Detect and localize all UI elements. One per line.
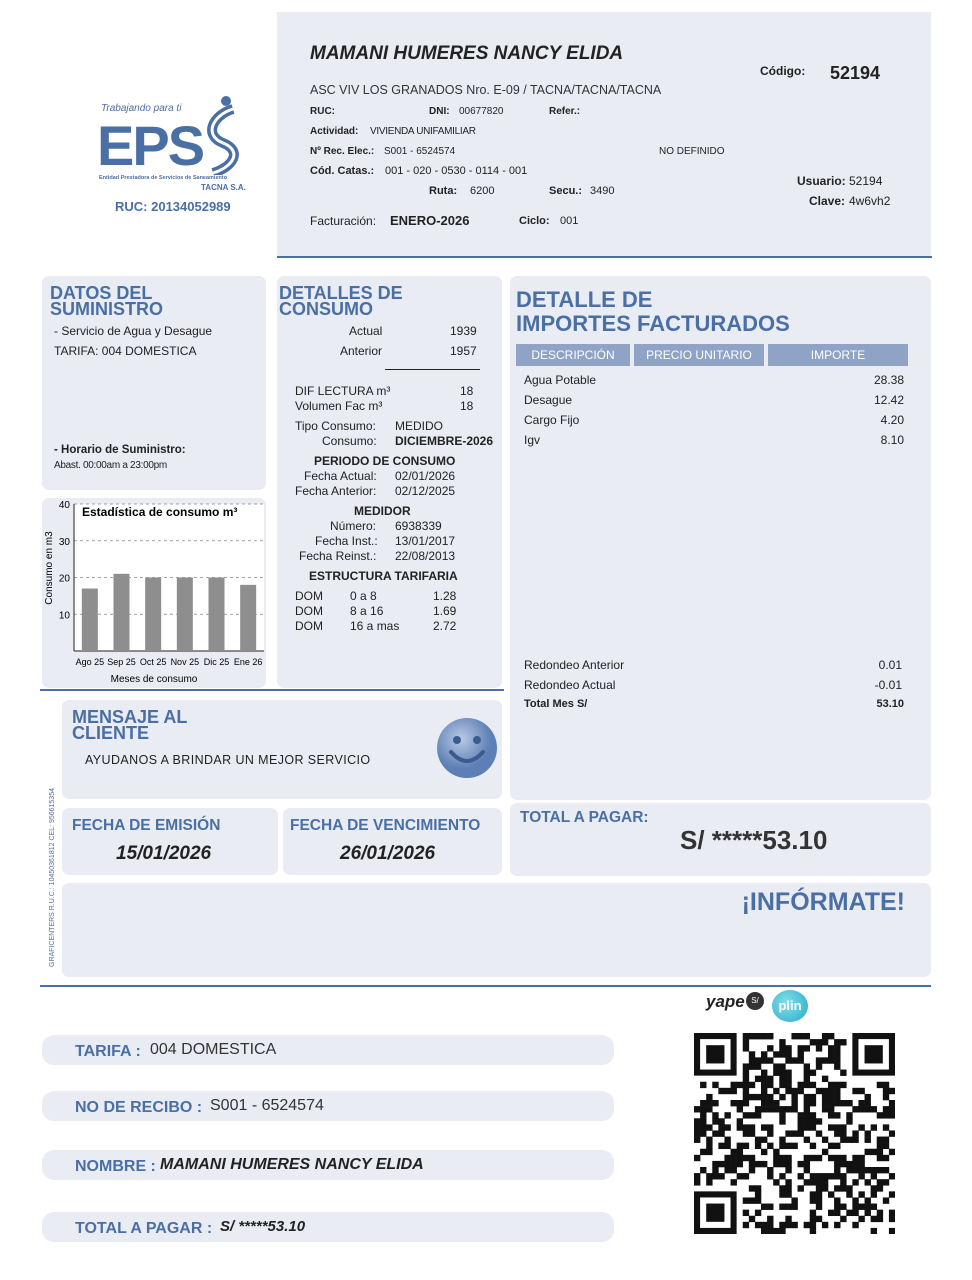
company-logo: [95, 95, 265, 220]
chart-x-tick-label: Ene 26: [233, 657, 263, 667]
dif-label: DIF LECTURA m³: [295, 384, 391, 398]
customer-address: ASC VIV LOS GRANADOS Nro. E-09 / TACNA/TACNA/TACNA: [310, 83, 662, 97]
chart-y-tick-label: 10: [58, 610, 70, 622]
ruta-label: Ruta:: [429, 185, 458, 197]
logo-tagline: Trabajando para ti: [101, 103, 182, 114]
importe-value: 28.38: [873, 373, 904, 387]
periodo-title: PERIODO DE CONSUMO: [314, 454, 456, 468]
col-descripcion: DESCRIPCIÓN: [516, 344, 634, 366]
footer-tarifa-label: TARIFA :: [75, 1043, 141, 1060]
total-panel: [510, 803, 931, 876]
fecha-actual-label: Fecha Actual:: [304, 469, 377, 483]
facturacion-label: Facturación:: [310, 214, 377, 228]
consumo-panel: [277, 276, 502, 688]
logo-water-drop-icon: [193, 95, 253, 175]
footer-tarifa-value: 004 DOMESTICA: [150, 1041, 277, 1058]
consumption-chart: [42, 498, 266, 688]
mensaje-title-line2: CLIENTE: [72, 723, 150, 743]
reinst-label: Fecha Reinst.:: [299, 549, 377, 563]
chart-x-axis-label: Meses de consumo: [110, 674, 198, 685]
tarifa-cat: DOM: [295, 589, 323, 603]
anterior-value: 1957: [450, 344, 477, 358]
importes-title-line1: DETALLE DE: [516, 287, 653, 312]
importe-desc: Desague: [524, 393, 573, 407]
usuario-label: Usuario:: [797, 174, 846, 188]
tarifa-precio: 2.72: [433, 619, 457, 633]
facturacion-value: ENERO-2026: [390, 213, 470, 228]
mid-rule: [40, 689, 504, 691]
footer-nombre-label: NOMBRE :: [75, 1158, 156, 1175]
medidor-title: MEDIDOR: [354, 504, 411, 518]
customer-name: MAMANI HUMERES NANCY ELIDA: [310, 43, 624, 64]
anterior-label: Anterior: [340, 344, 383, 358]
tarifa-rango: 16 a mas: [350, 619, 400, 633]
footer-total-pill: [42, 1212, 614, 1242]
consumo-value: DICIEMBRE-2026: [395, 434, 494, 448]
horario-label: - Horario de Suministro:: [54, 444, 186, 456]
chart-x-tick-label: Dic 25: [203, 657, 230, 667]
redondeo-actual-value: -0.01: [874, 678, 902, 692]
footer-total-label: TOTAL A PAGAR :: [75, 1220, 213, 1237]
codigo-value: 52194: [830, 63, 881, 83]
footer-tarifa-pill: [42, 1035, 614, 1065]
chart-bar: [82, 589, 98, 651]
logo-brand: EPS: [97, 114, 204, 177]
consumo-label: Consumo:: [322, 434, 377, 448]
chart-title: Estadística de consumo m³: [82, 505, 238, 519]
chart-bar: [145, 578, 161, 652]
mensaje-title-line1: MENSAJE AL: [72, 707, 188, 727]
consumption-chart-panel: [42, 498, 266, 688]
usuario-value: 52194: [849, 174, 883, 188]
dni-label: DNI:: [429, 106, 450, 117]
yape-badge-icon: S/: [746, 992, 764, 1010]
fecha-actual-value: 02/01/2026: [395, 469, 456, 483]
chart-y-axis-label: Consumo en m3: [44, 531, 55, 605]
emision-panel: [62, 808, 278, 875]
footer-recibo-pill: [42, 1091, 614, 1121]
reinst-value: 22/08/2013: [395, 549, 456, 563]
suministro-panel: [42, 276, 266, 490]
tarifa-rango: 0 a 8: [350, 589, 377, 603]
secu-value: 3490: [590, 185, 615, 197]
footer-total-value: S/ *****53.10: [220, 1218, 306, 1235]
actividad-value: VIVIENDA UNIFAMILIAR: [370, 126, 476, 137]
logo-city: TACNA S.A.: [201, 183, 246, 192]
redondeo-anterior-value: 0.01: [878, 658, 902, 672]
footer-recibo-label: NO DE RECIBO :: [75, 1099, 203, 1116]
importe-desc: Cargo Fijo: [524, 413, 580, 427]
redondeo-anterior-label: Redondeo Anterior: [524, 658, 625, 672]
chart-y-tick-label: 40: [58, 500, 70, 511]
ruc-label: RUC:: [310, 106, 335, 117]
horario-value: Abast. 00:00am a 23:00pm: [54, 460, 167, 471]
importes-panel: [510, 276, 931, 800]
footer-nombre-value: MAMANI HUMERES NANCY ELIDA: [160, 1156, 424, 1173]
vencimiento-label: FECHA DE VENCIMIENTO: [290, 817, 481, 834]
plin-text: plin: [778, 998, 802, 1013]
chart-bar: [209, 578, 225, 652]
actual-label: Actual: [349, 324, 383, 338]
vencimiento-value: 26/01/2026: [340, 843, 436, 864]
smiley-icon: [435, 716, 499, 780]
actual-value: 1939: [450, 324, 477, 338]
codigo-label: Código:: [760, 64, 806, 78]
tipo-label: Tipo Consumo:: [295, 419, 376, 433]
yape-logo: [706, 992, 766, 1018]
nrec-value: S001 - 6524574: [384, 146, 456, 157]
informate-panel: [62, 883, 931, 977]
footer-nombre-pill: [42, 1150, 614, 1180]
printer-side-text: GRAFICENTERS R.U.C.: 10450361812 CEL: 956615354: [49, 788, 56, 967]
chart-x-tick-label: Sep 25: [107, 657, 136, 667]
mensaje-text: AYUDANOS A BRINDAR UN MEJOR SERVICIO: [85, 753, 371, 767]
suministro-title-line2: SUMINISTRO: [50, 299, 164, 319]
tarifa-precio: 1.28: [433, 589, 457, 603]
ciclo-label: Ciclo:: [519, 215, 550, 227]
emision-label: FECHA DE EMISIÓN: [72, 817, 221, 834]
total-value: S/ *****53.10: [680, 825, 828, 855]
importe-desc: Igv: [524, 433, 541, 447]
clave-label: Clave:: [809, 194, 846, 208]
ciclo-value: 001: [560, 215, 579, 227]
total-mes-value: 53.10: [876, 698, 904, 710]
fecha-anterior-value: 02/12/2025: [395, 484, 456, 498]
importe-desc: Agua Potable: [524, 373, 597, 387]
tarifa-cat: DOM: [295, 604, 323, 618]
importe-value: 4.20: [880, 413, 904, 427]
header-rule: [277, 256, 932, 258]
numero-label: Número:: [330, 519, 377, 533]
refer-label: Refer.:: [549, 106, 581, 117]
estructura-title: ESTRUCTURA TARIFARIA: [309, 569, 458, 583]
bottom-rule: [40, 985, 931, 987]
col-importe: IMPORTE: [810, 348, 866, 362]
consumo-title-line2: CONSUMO: [279, 299, 373, 319]
chart-bar: [240, 585, 256, 651]
tarifa-rango: 8 a 16: [350, 604, 384, 618]
chart-x-tick-label: Nov 25: [170, 657, 200, 667]
total-label: TOTAL A PAGAR:: [520, 809, 649, 826]
tarifa-cat: DOM: [295, 619, 323, 633]
fecha-anterior-label: Fecha Anterior:: [295, 484, 377, 498]
logo-ruc: RUC: 20134052989: [115, 199, 231, 214]
consumo-title-line1: DETALLES DE: [279, 283, 403, 303]
total-mes-label: Total Mes S/: [524, 698, 588, 710]
clave-value: 4w6vh2: [849, 194, 891, 208]
chart-y-tick-label: 30: [58, 536, 70, 548]
vol-value: 18: [460, 399, 474, 413]
vol-label: Volumen Fac m³: [295, 399, 383, 413]
logo-subtitle: Entidad Prestadora de Servicios de Saneamiento: [99, 175, 228, 181]
catas-label: Cód. Catas.:: [310, 165, 375, 177]
header-panel: [277, 12, 931, 256]
tarifa-precio: 1.69: [433, 604, 457, 618]
vencimiento-panel: [283, 808, 502, 875]
inst-value: 13/01/2017: [395, 534, 456, 548]
importe-value: 12.42: [873, 393, 904, 407]
importe-value: 8.10: [880, 433, 904, 447]
chart-plot-area: [74, 504, 264, 651]
no-definido: NO DEFINIDO: [659, 146, 725, 157]
servicio-text: - Servicio de Agua y Desague: [54, 324, 213, 338]
importes-table-header: [516, 344, 908, 366]
nrec-label: Nº Rec. Elec.:: [310, 146, 375, 157]
chart-y-tick-label: 20: [58, 573, 70, 585]
yape-text: yape: [706, 992, 745, 1011]
chart-bar: [177, 578, 193, 652]
actividad-label: Actividad:: [310, 126, 359, 137]
chart-x-tick-label: Oct 25: [139, 657, 167, 667]
chart-x-tick-label: Ago 25: [75, 657, 105, 667]
inst-label: Fecha Inst.:: [315, 534, 378, 548]
informate-heading: ¡INFÓRMATE!: [741, 888, 905, 916]
dni-value: 00677820: [459, 106, 504, 117]
plin-logo: [772, 990, 808, 1022]
suministro-title-line1: DATOS DEL: [50, 283, 153, 303]
secu-label: Secu.:: [549, 185, 583, 197]
tipo-value: MEDIDO: [395, 419, 443, 433]
col-precio-unitario: PRECIO UNITARIO: [634, 344, 768, 366]
catas-value: 001 - 020 - 0530 - 0114 - 001: [385, 165, 528, 177]
tarifa-text: TARIFA: 004 DOMESTICA: [54, 344, 197, 358]
emision-value: 15/01/2026: [116, 843, 212, 864]
numero-value: 6938339: [395, 519, 442, 533]
mensaje-panel: [62, 700, 502, 799]
qr-code: [694, 1033, 895, 1234]
dif-value: 18: [460, 384, 474, 398]
chart-bar: [114, 574, 130, 651]
redondeo-actual-label: Redondeo Actual: [524, 678, 616, 692]
ruta-value: 6200: [470, 185, 495, 197]
lectura-divider: [385, 369, 480, 370]
importes-title-line2: IMPORTES FACTURADOS: [516, 311, 790, 336]
footer-recibo-value: S001 - 6524574: [210, 1097, 324, 1114]
